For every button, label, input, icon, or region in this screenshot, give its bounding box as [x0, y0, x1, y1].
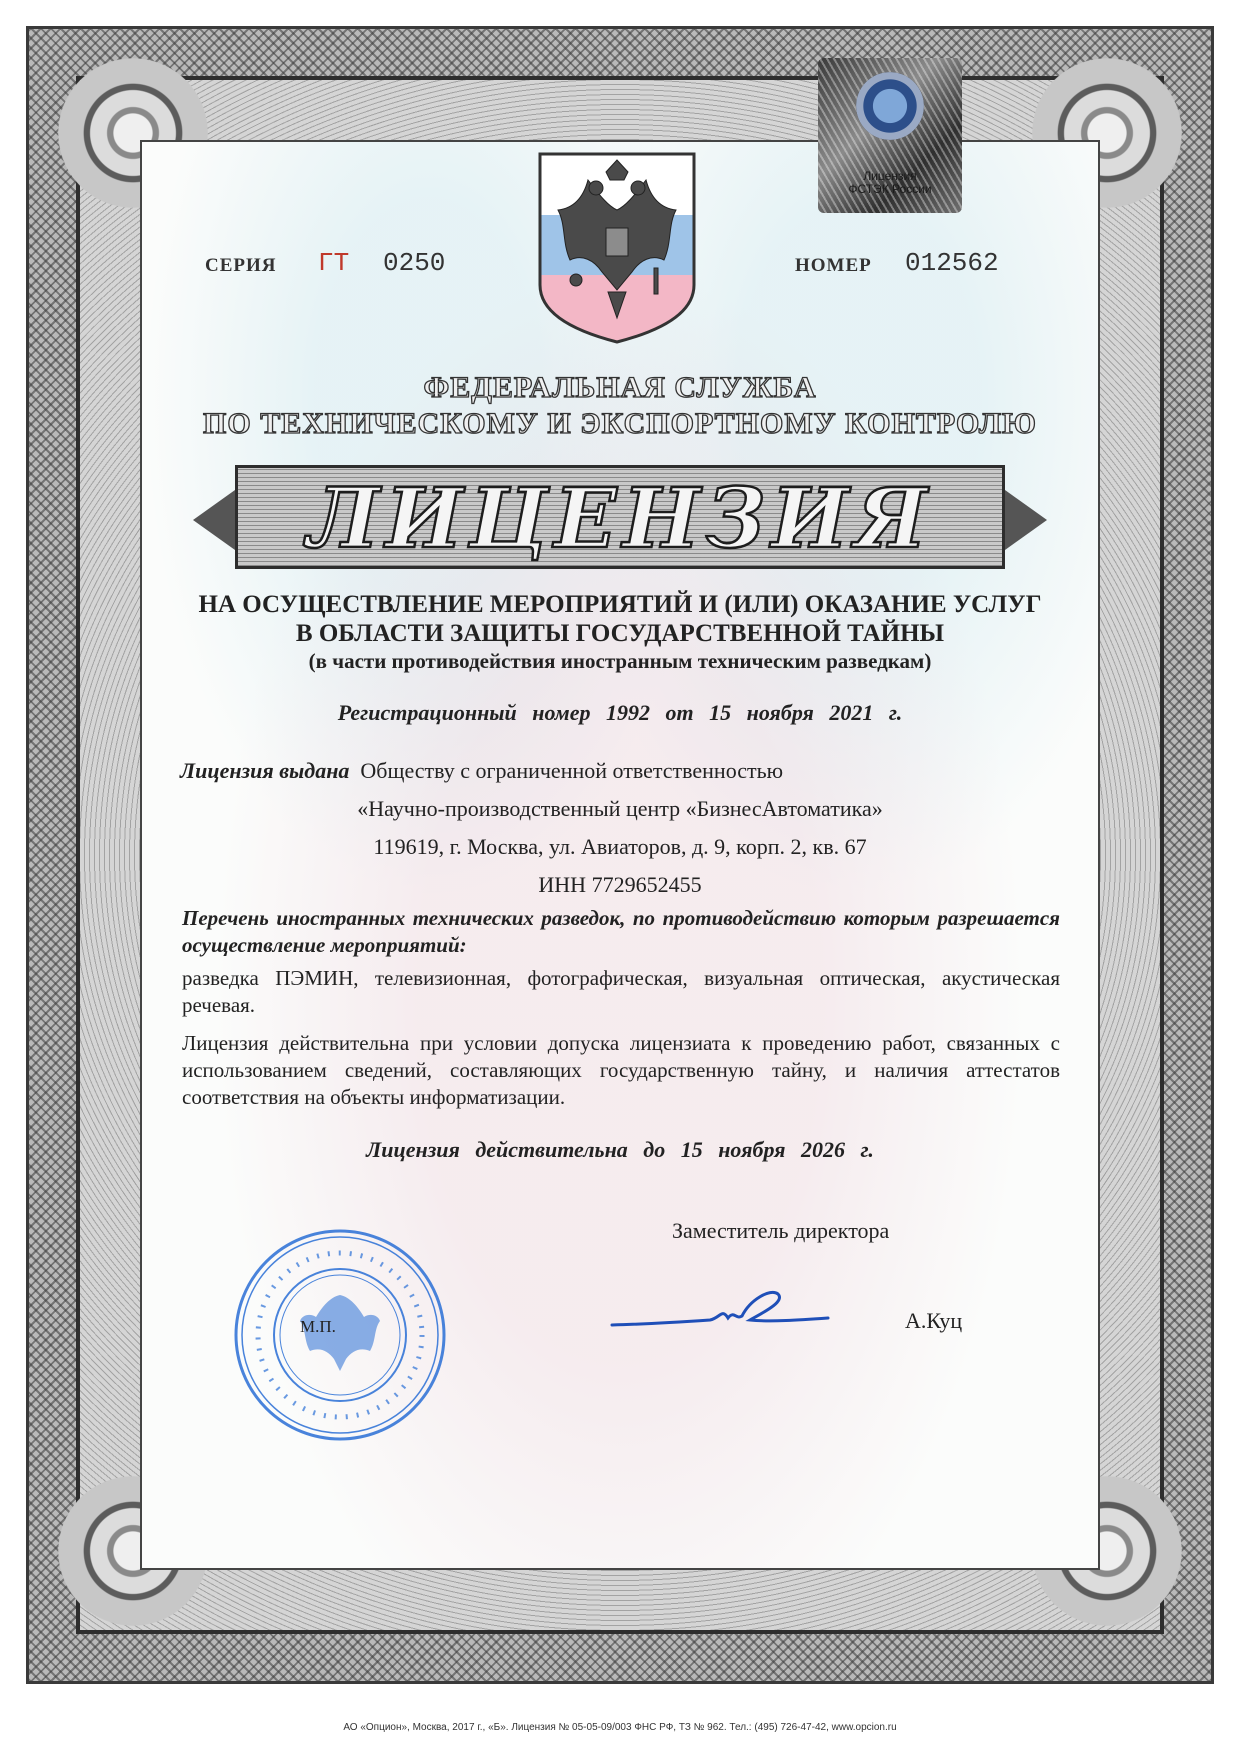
- licensee-address: 119619, г. Москва, ул. Авиаторов, д. 9, корп. 2, кв. 67: [373, 834, 867, 859]
- document-title: ЛИЦЕНЗИЯ: [306, 471, 934, 567]
- hologram-text: ФСТЭК России: [848, 182, 932, 196]
- intelligence-list-heading: Перечень иностранных технических разведок, по противодействию которым разрешается осуществление мероприятий:: [182, 906, 1060, 957]
- hologram-emblem-icon: [856, 72, 924, 140]
- seal-place-label: М.П.: [300, 1317, 336, 1336]
- validity-date: Лицензия действительна до 15 ноября 2026 г.: [366, 1137, 874, 1162]
- number-label: НОМЕР: [795, 255, 872, 276]
- series-code: ГТ: [318, 248, 350, 278]
- agency-name: [180, 370, 1060, 442]
- issued-label: Лицензия выдана: [180, 758, 350, 783]
- official-seal-icon: [230, 1225, 450, 1445]
- signatory-name: А.Куц: [905, 1308, 963, 1333]
- hologram-sticker: [818, 58, 962, 213]
- licensee-org-name: «Научно-производственный центр «БизнесАвтоматика»: [357, 796, 883, 821]
- coat-of-arms-icon: [536, 150, 698, 345]
- subject-line: НА ОСУЩЕСТВЛЕНИЕ МЕРОПРИЯТИЙ И (ИЛИ) ОКАЗАНИЕ УСЛУГ: [198, 591, 1042, 618]
- licensee-org-line: Обществу с ограниченной ответственностью: [360, 758, 784, 783]
- title-band: [235, 465, 1005, 569]
- number-value: 012562: [905, 248, 999, 278]
- agency-name-line: ФЕДЕРАЛЬНАЯ СЛУЖБА: [423, 371, 817, 404]
- series-number: 0250: [383, 248, 446, 278]
- licensee-inn: ИНН 7729652455: [538, 872, 702, 897]
- signature-icon: [610, 1280, 830, 1340]
- licensee-block: [180, 752, 1060, 904]
- series-label: СЕРИЯ: [205, 255, 277, 276]
- subject-line: В ОБЛАСТИ ЗАЩИТЫ ГОСУДАРСТВЕННОЙ ТАЙНЫ: [295, 620, 945, 647]
- license-condition: Лицензия действительна при условии допуска лицензиата к проведению работ, связанных с использованием сведений, составляющих государственную тайну, и наличия аттестатов соответствия на объекты информатизации.: [182, 1031, 1060, 1109]
- subject-line: (в части противодействия иностранным техническим разведкам): [308, 649, 932, 673]
- printer-imprint: АО «Опцион», Москва, 2017 г., «Б». Лицензия № 05-05-09/003 ФНС РФ, ТЗ № 962. Тел.: (495) 726-47-42, www.opcion.ru: [343, 1722, 897, 1733]
- hologram-text: Лицензия: [863, 169, 917, 183]
- signatory-position: Заместитель директора: [672, 1218, 890, 1243]
- intelligence-list: разведка ПЭМИН, телевизионная, фотографическая, визуальная оптическая, акустическая речевая.: [182, 966, 1060, 1017]
- agency-name-line: ПО ТЕХНИЧЕСКОМУ И ЭКСПОРТНОМУ КОНТРОЛЮ: [203, 407, 1037, 440]
- registration-number: Регистрационный номер 1992 от 15 ноября 2021 г.: [337, 700, 903, 725]
- license-subject: [160, 590, 1080, 675]
